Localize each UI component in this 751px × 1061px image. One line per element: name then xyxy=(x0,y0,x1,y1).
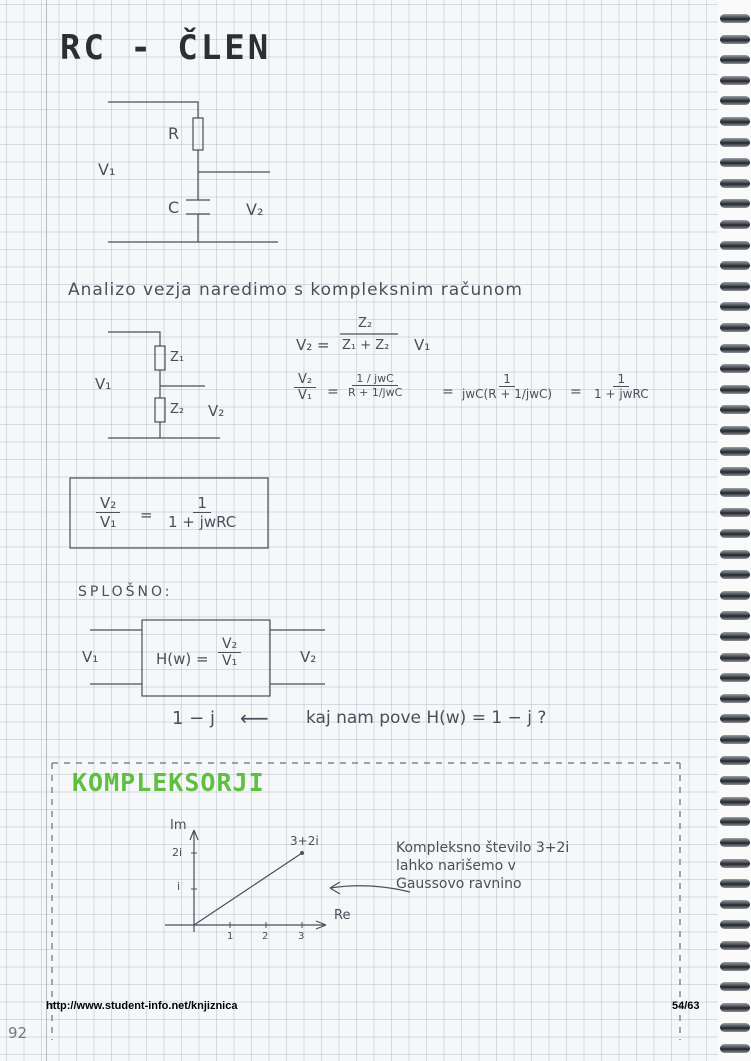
spiral-ring xyxy=(720,76,750,85)
spiral-ring xyxy=(720,1044,750,1053)
spiral-ring xyxy=(720,447,750,456)
gauss-note-3: Gaussovo ravnino xyxy=(396,876,522,892)
axis-label-im: Im xyxy=(170,818,187,833)
label-v2: V₂ xyxy=(246,200,264,219)
gauss-plot xyxy=(191,851,304,928)
spiral-ring xyxy=(720,405,750,414)
label-c: C xyxy=(168,198,180,217)
splosno-label: SPLOŠNO: xyxy=(78,584,173,600)
spiral-ring xyxy=(720,344,750,353)
axis-label-re: Re xyxy=(334,908,351,923)
block-h-frac: $\frac{\text{V₂}}{\text{V₁}}$ xyxy=(218,636,241,669)
impedance-z1 xyxy=(155,346,165,370)
label-v1b: V₁ xyxy=(95,375,112,393)
spiral-ring xyxy=(720,653,750,662)
spiral-ring xyxy=(720,158,750,167)
spiral-ring xyxy=(720,117,750,126)
eq2-eq2: = xyxy=(442,384,454,400)
spiral-ring xyxy=(720,302,750,311)
eq2-f3: 1 1 + jwRC xyxy=(594,372,649,401)
x-tick-1: 1 xyxy=(227,931,234,942)
spiral-ring xyxy=(720,35,750,44)
resistor-r xyxy=(193,118,203,150)
spiral-ring xyxy=(720,591,750,600)
label-z1: Z₁ xyxy=(170,350,185,365)
label-v1: V₁ xyxy=(98,160,116,179)
spiral-ring xyxy=(720,1003,750,1012)
spiral-ring xyxy=(720,714,750,723)
spiral-ring xyxy=(720,529,750,538)
spiral-ring xyxy=(720,611,750,620)
x-tick-2: 2 xyxy=(262,931,269,942)
spiral-ring xyxy=(720,817,750,826)
spiral-ring xyxy=(720,838,750,847)
gauss-note-2: lahko narišemo v xyxy=(396,858,516,874)
spiral-binding xyxy=(718,0,751,1061)
x-tick-3: 3 xyxy=(298,931,305,942)
result-eq: = xyxy=(140,506,153,524)
spiral-ring xyxy=(720,261,750,270)
spiral-ring xyxy=(720,426,750,435)
page-number: 92 xyxy=(8,1024,28,1042)
gauss-note-1: Kompleksno število 3+2i xyxy=(396,840,570,856)
eq1-den: Z₁ + Z₂ xyxy=(342,338,390,353)
spiral-ring xyxy=(720,364,750,373)
spiral-ring xyxy=(720,385,750,394)
spiral-ring xyxy=(720,632,750,641)
analysis-line: Analizo vezja naredimo s kompleksnim računom xyxy=(68,280,523,300)
section-frame xyxy=(52,763,680,1040)
eq2-eq3: = xyxy=(570,384,582,400)
spiral-ring xyxy=(720,55,750,64)
block-v1: V₁ xyxy=(82,648,99,666)
spiral-ring xyxy=(720,900,750,909)
eq1-num: Z₂ xyxy=(358,316,373,331)
question-text: kaj nam pove H(w) = 1 − j ? xyxy=(306,708,547,728)
eq2-lhs: $\frac{\text{V₂}}{\text{V₁}}$ xyxy=(294,372,316,403)
question-left: 1 − j xyxy=(172,708,215,729)
footer-url[interactable]: http://www.student-info.net/knjiznica xyxy=(46,1000,238,1012)
spiral-ring xyxy=(720,179,750,188)
block-h: H(w) = xyxy=(156,650,209,668)
spiral-ring xyxy=(720,467,750,476)
question-arrow: ⟵ xyxy=(240,706,269,730)
point-label: 3+2i xyxy=(290,834,319,848)
eq2-f1: 1 / jwC R + 1/jwC xyxy=(348,372,403,399)
spiral-ring xyxy=(720,1023,750,1032)
label-z2: Z₂ xyxy=(170,402,185,417)
section-title-kompleksorji: KOMPLEKSORJI xyxy=(72,768,265,797)
y-tick-2i: 2i xyxy=(172,846,183,859)
spiral-ring xyxy=(720,941,750,950)
spiral-ring xyxy=(720,756,750,765)
footer-page-count: 54/63 xyxy=(672,1000,700,1012)
block-v2: V₂ xyxy=(300,648,317,666)
page-title: RC - ČLEN xyxy=(60,28,272,68)
spiral-ring xyxy=(720,488,750,497)
spiral-ring xyxy=(720,859,750,868)
spiral-ring xyxy=(720,323,750,332)
spiral-ring xyxy=(720,879,750,888)
spiral-ring xyxy=(720,962,750,971)
point-3-2i xyxy=(300,851,304,855)
spiral-ring xyxy=(720,241,750,250)
spiral-ring xyxy=(720,199,750,208)
impedance-z2 xyxy=(155,398,165,422)
spiral-ring xyxy=(720,570,750,579)
spiral-ring xyxy=(720,776,750,785)
vector-line xyxy=(194,853,302,925)
spiral-ring xyxy=(720,550,750,559)
eq1-rhs: V₁ xyxy=(414,336,431,354)
label-r: R xyxy=(168,124,180,143)
spiral-ring xyxy=(720,920,750,929)
spiral-ring xyxy=(720,508,750,517)
label-v2b: V₂ xyxy=(208,402,225,420)
spiral-ring xyxy=(720,673,750,682)
spiral-ring xyxy=(720,220,750,229)
spiral-ring xyxy=(720,797,750,806)
spiral-ring xyxy=(720,138,750,147)
spiral-ring xyxy=(720,982,750,991)
spiral-ring xyxy=(720,694,750,703)
eq1-lhs: V₂ = xyxy=(296,336,330,354)
spiral-ring xyxy=(720,282,750,291)
eq2-f2: 1 jwC(R + 1/jwC) xyxy=(462,372,553,401)
spiral-ring xyxy=(720,14,750,23)
result-lhs: $\frac{\text{V₂}}{\text{V₁}}$ xyxy=(96,494,120,531)
capacitor-c xyxy=(186,200,210,214)
result-rhs: 1 1 + jwRC xyxy=(168,494,237,531)
spiral-ring xyxy=(720,735,750,744)
eq2-eq: = xyxy=(327,384,339,400)
y-tick-i: i xyxy=(177,880,181,893)
spiral-ring xyxy=(720,96,750,105)
